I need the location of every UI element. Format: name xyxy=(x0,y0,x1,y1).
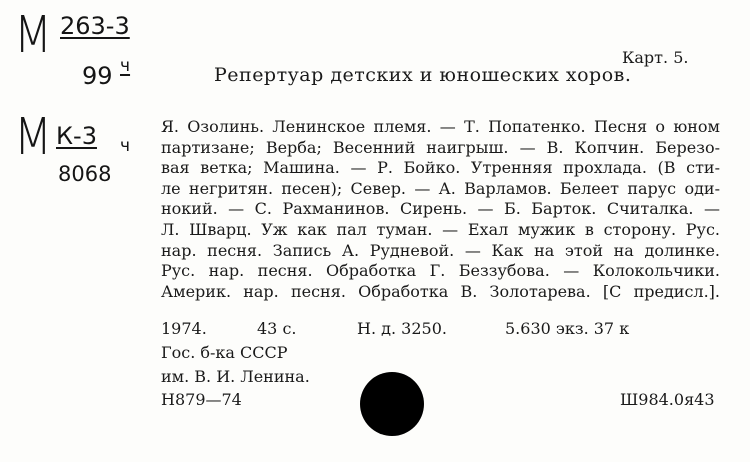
shelfmark-top-mark: ч xyxy=(120,56,131,76)
imprint-year: 1974. xyxy=(161,319,207,338)
imprint-plate: Н. д. 3250. xyxy=(357,319,447,338)
punch-hole xyxy=(360,372,424,436)
imprint-copies: 5.630 экз. 37 к xyxy=(505,319,630,338)
card-body xyxy=(161,117,720,302)
body-line: Я. Озолинь. Ленинское племя. — Т. Попатенко. Песня о юном xyxy=(161,117,720,136)
shelfmark-bottom-code: К-3 xyxy=(56,122,97,150)
body-line: партизане; Верба; Весенний наигрыш. — В. Копчин. Березо- xyxy=(161,137,720,157)
shelfmark-bottom-number: 8068 xyxy=(58,162,112,186)
imprint-line xyxy=(161,319,721,341)
shelfmark-top-code: 263-3 xyxy=(60,12,130,40)
body-line: ле негритян. песен); Север. — А. Варламов. Белеет парус оди- xyxy=(161,178,720,198)
body-line: нар. песня. Запись А. Рудневой. — Как на этой на долинке. xyxy=(161,240,720,260)
library-line: Н879—74 xyxy=(161,390,242,409)
card-number: Карт. 5. xyxy=(622,48,689,67)
body-line: Л. Шварц. Уж как пал туман. — Ехал мужик в сторону. Рус. xyxy=(161,219,720,239)
imprint-pages: 43 с. xyxy=(257,319,297,338)
body-line: Рус. нар. песня. Обработка Г. Беззубова. — Колокольчики. xyxy=(161,261,720,281)
page-title: Репертуар детских и юношеских хоров. xyxy=(214,64,632,86)
shelfmark-top-number: 99 xyxy=(82,62,113,90)
shelfmark-bottom-mark: ч xyxy=(120,136,131,156)
library-line: им. В. И. Ленина. xyxy=(161,367,310,386)
library-line: Гос. б-ка СССР xyxy=(161,343,288,362)
body-line: вая ветка; Машина. — Р. Бойко. Утренняя прохлада. (В сти- xyxy=(161,158,720,178)
shelfmark-bottom-letter: М xyxy=(14,108,52,167)
shelfmark-top-letter: М xyxy=(14,6,52,65)
classification-code: Ш984.0я43 xyxy=(620,390,715,409)
body-line: Америк. нар. песня. Обработка В. Золотарева. [С предисл.]. xyxy=(161,281,720,301)
body-line: нокий. — С. Рахманинов. Сирень. — Б. Барток. Считалка. — xyxy=(161,199,720,219)
